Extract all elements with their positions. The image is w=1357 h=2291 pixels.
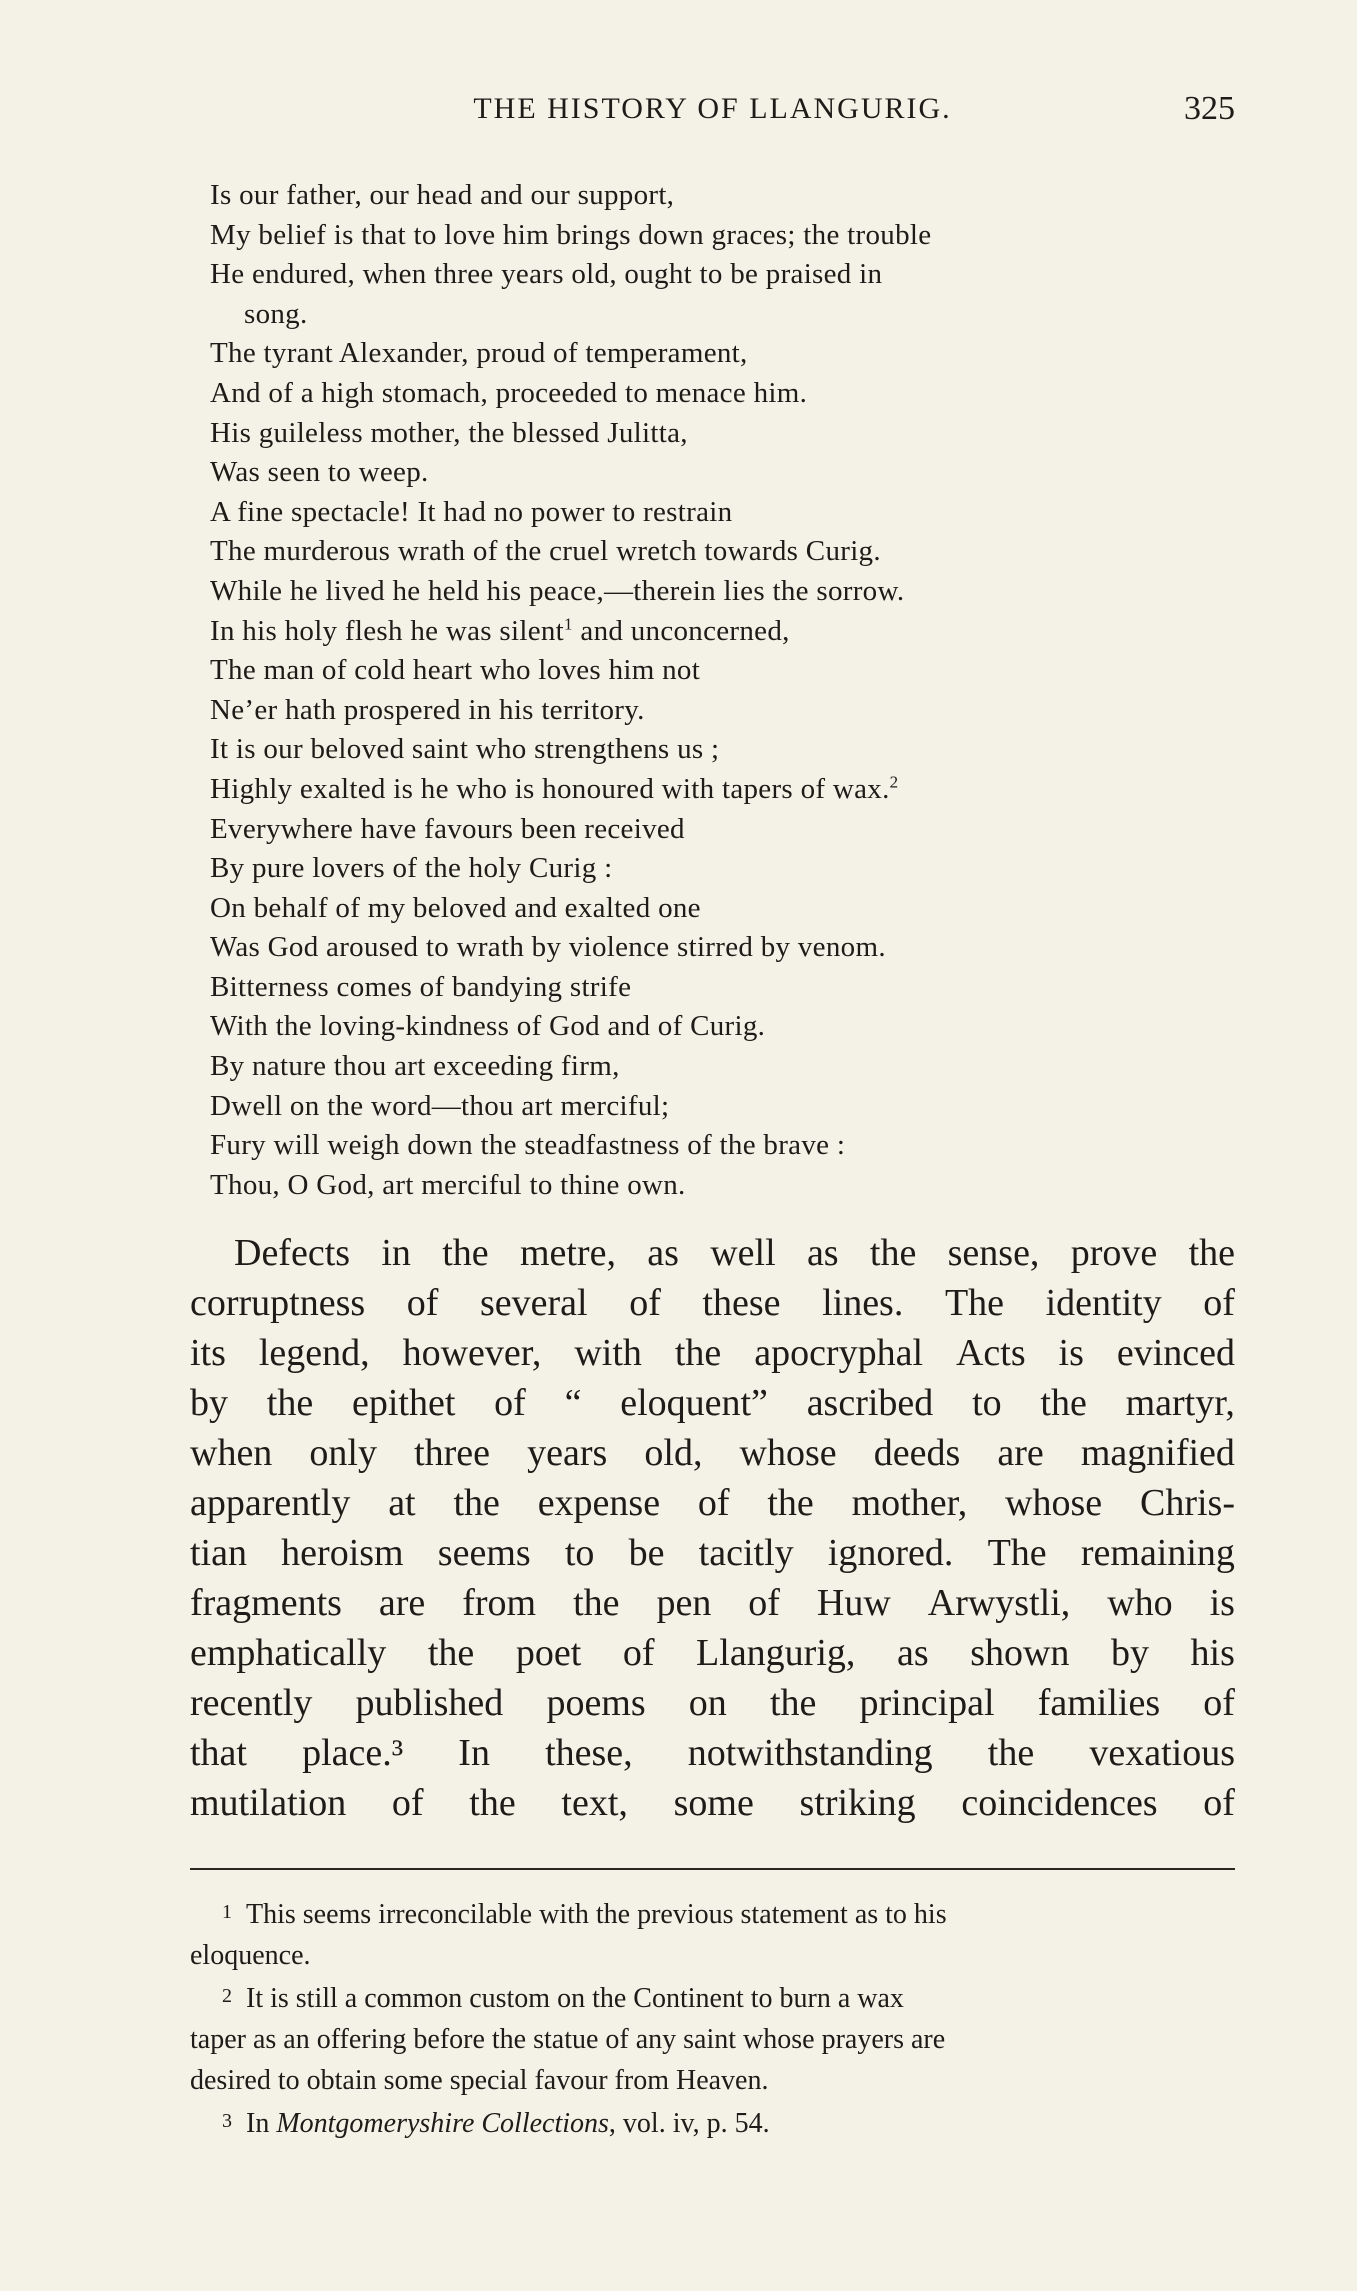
poem-line xyxy=(210,849,1240,889)
footnote-mark: 2 xyxy=(222,1985,232,2007)
poem-line xyxy=(210,810,1240,850)
poem-line xyxy=(210,1126,1240,1166)
footnote-rule xyxy=(190,1868,1235,1870)
footnote-text: , vol. iv, p. 54. xyxy=(608,2108,770,2139)
poem-line xyxy=(210,1087,1240,1127)
footnote-line xyxy=(190,1935,1235,1976)
running-head xyxy=(190,92,1235,132)
paragraph-line: mutilation of the text, some striking coincidences of xyxy=(190,1782,1235,1824)
poem-line-text: The tyrant Alexander, proud of temperament, xyxy=(210,337,748,370)
poem-line xyxy=(210,572,1240,612)
poem-line xyxy=(210,1007,1240,1047)
poem-line xyxy=(210,691,1240,731)
footnote-line xyxy=(190,2060,1235,2101)
poem-line-text: While he lived he held his peace,—therein lies the sorrow. xyxy=(210,574,905,607)
footnote-reference[interactable]: 1 xyxy=(564,613,573,633)
poem-line xyxy=(210,334,1240,374)
footnote-text: It is still a common custom on the Continent to burn a wax xyxy=(246,1983,904,2014)
poem-line xyxy=(210,730,1240,770)
poem-line-text: My belief is that to love him brings down graces; the trouble xyxy=(210,218,932,251)
poem-line-text: In his holy flesh he was silent xyxy=(210,614,565,647)
poem-line-text: A fine spectacle! It had no power to restrain xyxy=(210,495,733,528)
poem-line xyxy=(210,176,1240,216)
poem-line-text: The murderous wrath of the cruel wretch towards Curig. xyxy=(210,535,881,568)
poem-line-text: By pure lovers of the holy Curig : xyxy=(210,852,613,885)
footnote-source-title: Montgomeryshire Collections xyxy=(276,2108,609,2139)
paragraph-line: apparently at the expense of the mother, whose Chris- xyxy=(190,1482,1235,1524)
poem-line-text: With the loving-kindness of God and of Curig. xyxy=(210,1010,766,1043)
paragraph-line: that place.³ In these, notwithstanding the vexatious xyxy=(190,1732,1235,1774)
footnote-line xyxy=(190,1976,1235,2019)
footnote-mark: 1 xyxy=(222,1901,232,1923)
running-title: THE HISTORY OF LLANGURIG. xyxy=(473,92,952,125)
poem-line xyxy=(210,612,1240,652)
poem-line-text: Thou, O God, art merciful to thine own. xyxy=(210,1168,686,1201)
poem-line xyxy=(210,255,1240,295)
page-number: 325 xyxy=(1184,90,1235,127)
poem-line-text: Dwell on the word—thou art merciful; xyxy=(210,1089,670,1122)
footnote-line xyxy=(190,2101,1235,2144)
poem-line-text: It is our beloved saint who strengthens us ; xyxy=(210,733,720,766)
poem-line xyxy=(210,1047,1240,1087)
poem-line xyxy=(210,968,1240,1008)
poem-line-text: By nature thou art exceeding firm, xyxy=(210,1050,620,1083)
paragraph-line: emphatically the poet of Llangurig, as shown by his xyxy=(190,1632,1235,1674)
poem-line-text: Highly exalted is he who is honoured with tapers of wax. xyxy=(210,772,890,805)
poem-line-text: And of a high stomach, proceeded to menace him. xyxy=(210,376,808,409)
poem-line xyxy=(210,651,1240,691)
poem-line-text: Was seen to weep. xyxy=(210,456,429,489)
poem-translation xyxy=(210,176,1240,1205)
footnotes xyxy=(190,1892,1235,2144)
poem-line xyxy=(210,374,1240,414)
poem-line xyxy=(210,414,1240,454)
poem-line xyxy=(210,889,1240,929)
footnote-line xyxy=(190,1892,1235,1935)
paragraph-line: corruptness of several of these lines. The identity of xyxy=(190,1282,1235,1324)
paragraph-line: by the epithet of “ eloquent” ascribed to the martyr, xyxy=(190,1382,1235,1424)
paragraph-line: its legend, however, with the apocryphal Acts is evinced xyxy=(190,1332,1235,1374)
poem-line-text: Was God aroused to wrath by violence stirred by venom. xyxy=(210,931,886,964)
poem-line-text: song. xyxy=(244,297,308,330)
footnote-mark: 3 xyxy=(222,2110,232,2132)
poem-line-text: Bitterness comes of bandying strife xyxy=(210,970,632,1003)
footnote-text: This seems irreconcilable with the previous statement as to his xyxy=(246,1899,947,1930)
poem-line-text: He endured, when three years old, ought to be praised in xyxy=(210,258,883,291)
poem-line xyxy=(210,770,1240,810)
poem-line xyxy=(210,453,1240,493)
paragraph-line: Defects in the metre, as well as the sense, prove the xyxy=(234,1232,1235,1274)
poem-line-text: Ne’er hath prospered in his territory. xyxy=(210,693,645,726)
poem-line xyxy=(210,295,1240,335)
footnote-text: In xyxy=(246,2108,277,2139)
paragraph-line: fragments are from the pen of Huw Arwystli, who is xyxy=(190,1582,1235,1624)
poem-line-text: His guileless mother, the blessed Julitta, xyxy=(210,416,688,449)
poem-line xyxy=(210,1166,1240,1206)
poem-line xyxy=(210,216,1240,256)
body-paragraph xyxy=(190,1228,1235,1828)
footnote-reference[interactable]: 2 xyxy=(889,772,899,792)
poem-line-text: The man of cold heart who loves him not xyxy=(210,654,701,687)
poem-line-text: Everywhere have favours been received xyxy=(210,812,685,845)
poem-line xyxy=(210,493,1240,533)
poem-line xyxy=(210,928,1240,968)
poem-line-text: Is our father, our head and our support, xyxy=(210,179,675,211)
paragraph-line: tian heroism seems to be tacitly ignored. The remaining xyxy=(190,1532,1235,1574)
poem-line-text-after: and unconcerned, xyxy=(572,614,790,647)
poem-line-text: Fury will weigh down the steadfastness of the brave : xyxy=(210,1129,846,1162)
footnote-text: eloquence. xyxy=(190,1940,311,1971)
footnote-line xyxy=(190,2019,1235,2060)
paragraph-line: when only three years old, whose deeds are magnified xyxy=(190,1432,1235,1474)
paragraph-line: recently published poems on the principal families of xyxy=(190,1682,1235,1724)
poem-line-text: On behalf of my beloved and exalted one xyxy=(210,891,701,924)
footnote-text: desired to obtain some special favour from Heaven. xyxy=(190,2065,769,2096)
footnote-text: taper as an offering before the statue of any saint whose prayers are xyxy=(190,2024,946,2055)
poem-line xyxy=(210,532,1240,572)
